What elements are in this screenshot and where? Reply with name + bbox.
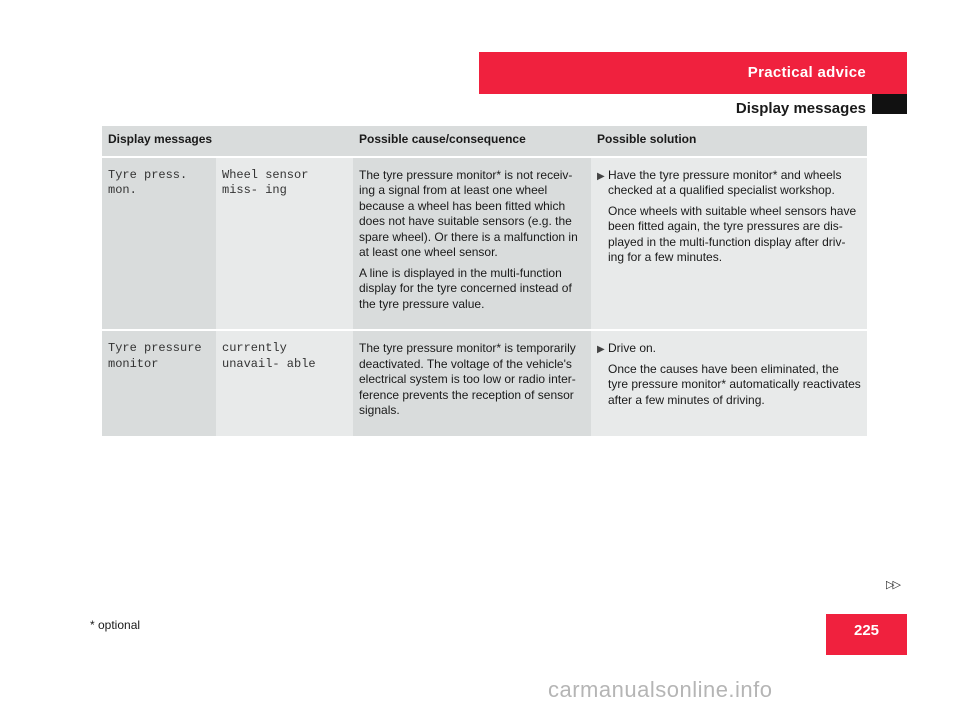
display-messages-table (102, 126, 867, 438)
solution-step-text: Drive on. (608, 341, 657, 355)
page-number: 225 (853, 622, 880, 639)
solution-step (597, 341, 861, 357)
step-arrow-icon: ▶ (597, 170, 605, 182)
display-message-part-2: Wheel sensor miss- ing (216, 158, 353, 332)
table-row (102, 158, 867, 332)
header-possible-solution: Possible solution (591, 126, 867, 158)
thumb-index-tab (872, 94, 907, 114)
header-possible-cause: Possible cause/consequence (353, 126, 591, 158)
cause-text: The tyre pressure monitor* is temporarily deactivated. The voltage of the vehicle's electrical system is too low or radio inter- ference prevents the reception of sensor signals. (359, 341, 576, 417)
cause-text: A line is displayed in the multi-function display for the tyre concerned instead of the tyre pressure value. (359, 265, 572, 311)
header-display-messages: Display messages (102, 126, 353, 158)
display-message-part-1: Tyre press. mon. (102, 158, 216, 332)
table-row (102, 331, 867, 438)
display-message-part-1: Tyre pressure monitor (102, 331, 216, 438)
section-title: Practical advice (747, 64, 866, 81)
solution-step (597, 168, 861, 199)
cause-cell (353, 158, 591, 332)
cause-text: The tyre pressure monitor* is not receiv- ing a signal from at least one wheel because a wheel has been fitted which does not have suitable sensors (e.g. the spare wheel). Or there is a malfunction in at least one wheel sensor. (359, 167, 578, 259)
display-message-part-2: currently unavail- able (216, 331, 353, 438)
table-header-row (102, 126, 867, 158)
page-title: Display messages (735, 100, 866, 117)
watermark: carmanualsonline.info (548, 677, 773, 702)
solution-step-text: Have the tyre pressure monitor* and wheels checked at a qualified specialist workshop. (608, 167, 842, 197)
solution-note: Once the causes have been eliminated, the tyre pressure monitor* automatically reactivates after a few minutes of driving. (608, 361, 861, 407)
solution-cell (591, 158, 867, 332)
footnote: * optional (90, 618, 141, 632)
solution-note: Once wheels with suitable wheel sensors have been fitted again, the tyre pressures are dis- played in the multi-function display after driv- ing for a few minutes. (608, 203, 857, 264)
continued-arrow-icon: ▷▷ (886, 579, 899, 591)
cause-cell (353, 331, 591, 438)
solution-cell (591, 331, 867, 438)
step-arrow-icon: ▶ (597, 344, 605, 355)
